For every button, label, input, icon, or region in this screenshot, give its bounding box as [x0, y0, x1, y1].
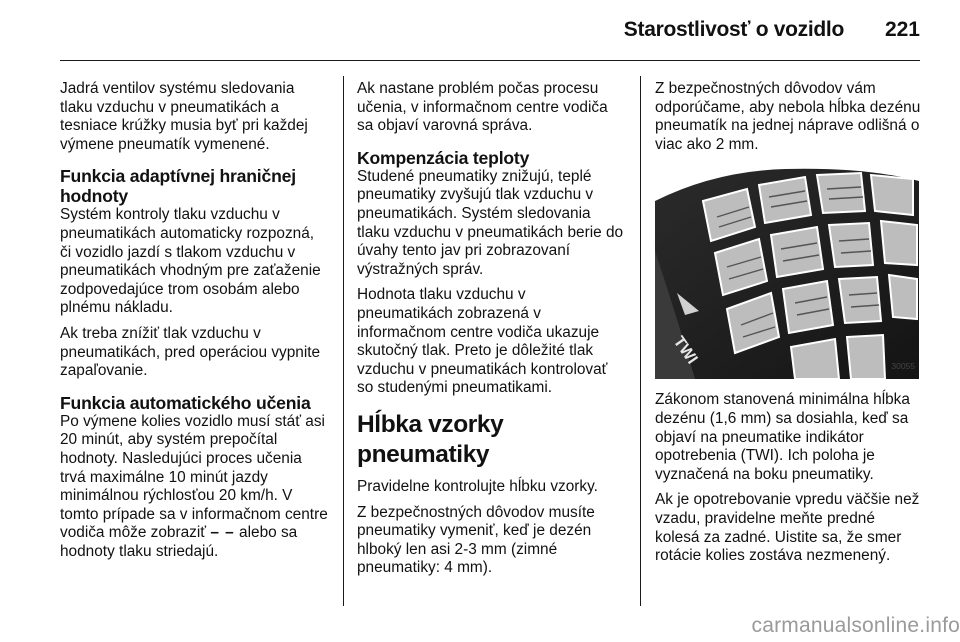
header-rule: [60, 60, 920, 61]
axle-difference-paragraph: Z bezpečnostných dôvodov vám odporúčame, aby nebola hĺbka dezénu pneumatík na jednej náprave odlišná o viac ako 2 mm.: [655, 80, 921, 153]
twi-paragraph: Zákonom stanovená minimálna hĺbka dezénu (1,6 mm) sa dosiahla, keď sa objaví na pneumatike indikátor opotrebenia (TWI). Ich poloha je vyznačená na boku pneumatiky.: [655, 391, 910, 483]
heading-adaptive-threshold: Funkcia adaptívnej hraničnej hodnoty: [60, 166, 296, 207]
display-dash-symbol: – –: [210, 524, 235, 542]
temperature-paragraph: Studené pneumatiky znižujú, teplé pneumatiky zvyšujú tlak vzduchu v pneumatikách. Systém sledovania tlaku vzduchu v pneumatikách berie do úvahy tento jav pri zobrazovaní výstražných správ.: [357, 167, 624, 278]
displayed-pressure-paragraph: Hodnota tlaku vzduchu v pneumatikách zobrazená v informačnom centre vodiča ukazuje skutočný tlak. Preto je dôležité tlak vzduchu v pneumatikách kontrolovať so studenými pneumatikami.: [357, 286, 608, 397]
reduce-pressure-paragraph: Ak treba znížiť tlak vzduchu v pneumatikách, pred operáciou vypnite zapaľovanie.: [60, 324, 321, 380]
auto-learning-text-before: Po výmene kolies vozidlo musí stáť asi 20 minút, aby systém prepočítal hodnoty. Nasledujúci proces učenia trvá maximálne 10 minút jazdy minimálnou rýchlosťou 20 km/h. V tomto prípade sa v informačnom centre vodiča môže zobraziť: [60, 412, 328, 542]
figure-code: 30055: [891, 360, 915, 371]
heading-auto-learning: Funkcia automatického učenia: [60, 392, 311, 413]
heading-temperature-compensation: Kompenzácia teploty: [357, 147, 530, 168]
check-tread-paragraph: Pravidelne kontrolujte hĺbku vzorky.: [357, 477, 598, 495]
intro-paragraph: Jadrá ventilov systému sledovania tlaku vzduchu v pneumatikách a tesniace krúžky musia byť pri každej výmene pneumatík vymenené.: [60, 80, 308, 153]
learning-problem-paragraph: Ak nastane problém počas procesu učenia, v informačnom centre vodiča sa objaví varovná správa.: [357, 80, 608, 135]
column-3: [655, 80, 921, 573]
replace-tyres-paragraph: Z bezpečnostných dôvodov musíte pneumatiky vymeniť, keď je dezén hlboký len asi 2-3 mm (zimné pneumatiky: 4 mm).: [357, 503, 595, 577]
page-number: 221: [884, 18, 920, 41]
rotate-wheels-paragraph: Ak je opotrebovanie vpredu väčšie než vzadu, pravidelne meňte predné kolesá za zadné. Uistite sa, že smer rotácie kolies zostáva nezmenený.: [655, 491, 920, 565]
column-divider-right: [640, 76, 641, 606]
adaptive-threshold-paragraph: Systém kontroly tlaku vzduchu v pneumatikách automaticky rozpozná, či vozidlo jazdí s tlakom vzduchu v pneumatikách vhodným pre zaťaženie zodpovedajúce trom osobám alebo plnému nákladu.: [60, 206, 321, 317]
column-divider-left: [343, 76, 344, 606]
tread-wear-indicator-figure: [655, 161, 919, 379]
auto-learning-paragraph: [60, 413, 328, 562]
watermark: carmanualsonline.info: [751, 614, 960, 637]
auto-learning-text-after: alebo sa hodnoty tlaku striedajú.: [60, 524, 298, 560]
twi-label: TWI: [669, 333, 701, 368]
column-1: [60, 80, 328, 568]
column-2: [357, 80, 625, 585]
tyre-tread-illustration: [655, 161, 919, 379]
header-title: Starostlivosť o vozidlo: [623, 18, 844, 41]
heading-tread-depth: Hĺbka vzorky pneumatiky: [357, 410, 504, 468]
